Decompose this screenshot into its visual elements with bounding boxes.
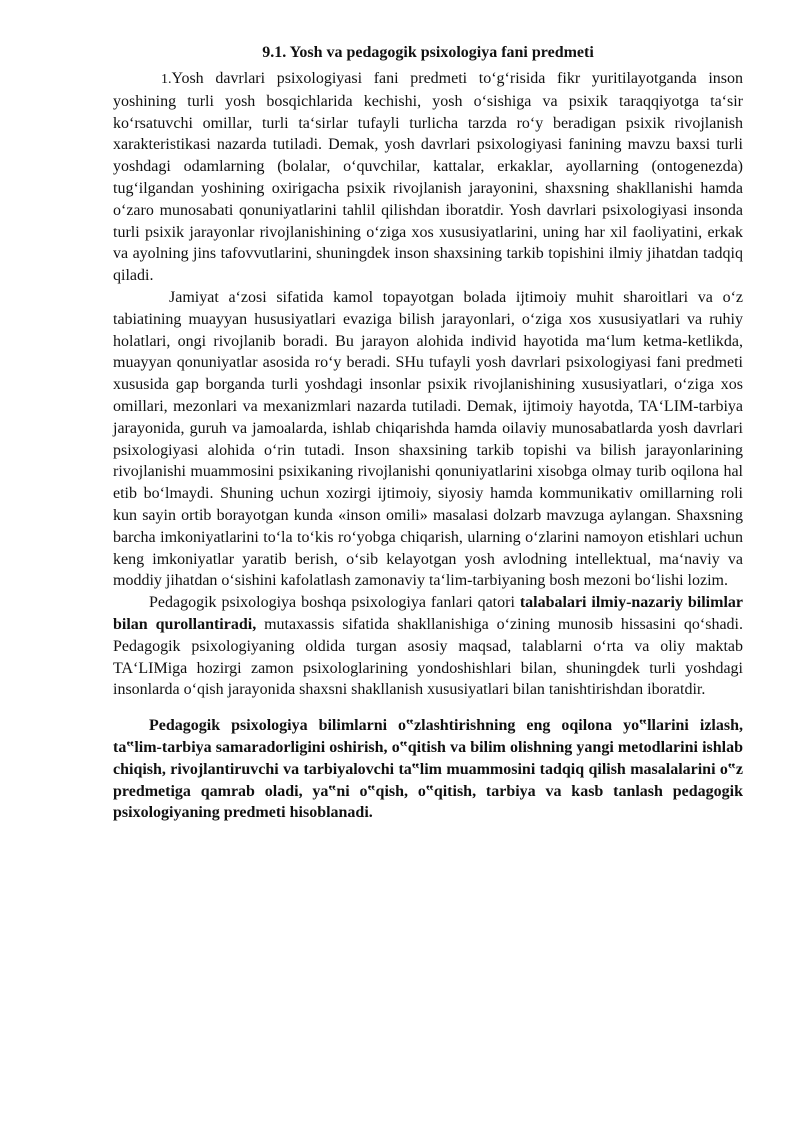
paragraph-1-text: Yosh davrlari psixologiyasi fani predmeti to‘g‘risida fikr yuritilayotganda inson yoshining turli yosh bosqichlarida kechishi, yosh o‘sishiga va psixik taraqqiyotga ta‘sir ko‘rsatuvchi omillar, turli ta‘sirlar tufayli turlicha tarzda ro‘y beradigan psixik rivojlanish xarakteristikasi nazarda tutiladi. Demak, yosh davrlari psixologiyasi fanining mavzu baxsi turli yoshdagi odamlarning (bolalar, o‘quvchilar, kattalar, erkaklar, ayollarning (ontogenezda) tug‘ilgandan yoshining oxirigacha psixik rivojlanish jarayonini, shaxsning shakllanishi hamda o‘zaro munosabati qonuniyatlarini tahlil qilishdan iboratdir. Yosh davrlari psixologiyasi insonda turli psixik jarayonlar rivojlanishining o‘ziga xos xususiyatlarini, uning har xil faoliyatini, erkak va ayolning jins tafovvutlarini, shuningdek inson shaxsining tarkib topishini ilmiy jihatdan tadqiq qiladi. — [113, 70, 743, 285]
section-title: 9.1. Yosh va pedagogik psixologiya fani predmeti — [262, 44, 594, 61]
paragraph-1 — [113, 68, 743, 287]
paragraph-3-text-end: mutaxassis sifatida shakllanishiga o‘zining munosib hissasini qo‘shadi. Pedagogik psixologiyaning oldida turgan asosiy maqsad, talablarni o‘rta va oliy maktab TA‘LIMiga hozirgi zamon psixologlarining yondoshishlari bilan, shuningdek turli yoshdagi insonlarda o‘qish jarayonida shaxsni shakllanish xususiyatlari bilan tanishtirishdan iboratdir. — [113, 615, 743, 699]
paragraph-2: Jamiyat a‘zosi sifatida kamol topayotgan bolada ijtimoiy muhit sharoitlari va o‘z tabiatining muayyan hususiyatlari evaziga bilish jarayonlari, o‘ziga xos xususiyatlari va ruhiy holatlari, ongi rivojlanib boradi. Bu jarayon alohida individ hayotida ma‘lum ketma-ketlikda, muayyan qonuniyatlar asosida ro‘y beradi. SHu tufayli yosh davrlari psixologiyasi fani predmeti xususida gap borganda turli yoshdagi insonlar psixik rivojlanishining xususiyatlari, o‘ziga xos omillari, mezonlari va mexanizmlari nazarda tutiladi. Demak, ijtimoiy hayotda, TA‘LIM-tarbiya jarayonida, guruh va jamoalarda, ishlab chiqarishda hamda oilaviy munosabatlarda yosh davrlari psixologiyasi alohida o‘rin tutadi. Inson shaxsining tarkib topishi va bilish jarayonlarining rivojlanishi muammosini psixikaning rivojlanishi qonuniyatlarini xisobga olmay turib oqilona hal etib bo‘lmaydi. Shuning uchun xozirgi ijtimoiy, siyosiy hamda kommunikativ omillarning roli kun sayin ortib borayotgan kunda «inson omili» masalasi dolzarb mavzuga aylangan. Shaxsning barcha imkoniyatlarini to‘la to‘kis ro‘yobga chiqarish, ularning o‘zlarini namoyon etishlari uchun keng imkoniyatlar yaratib berish, o‘sib kelayotgan yosh avlodning intellektual, ma‘naviy va moddiy jihatdan o‘sishini kafolatlash zamonaviy ta‘lim-tarbiyaning bosh mezoni bo‘lishi lozim. — [113, 288, 743, 590]
document-page — [113, 42, 743, 824]
paragraph-number: 1. — [161, 72, 172, 87]
paragraph-3-text-start: Pedagogik psixologiya boshqa psixologiya fanlari qatori — [149, 594, 520, 612]
paragraph-4-bold: Pedagogik psixologiya bilimlarni o‟zlashtirishning eng oqilona yo‟llarini izlash, ta‟lim-tarbiya samaradorligini oshirish, o‟qitish va bilim olishning yangi metodlarini ishlab chiqish, rivojlantiruvchi va tarbiyalovchi ta‟lim muammosini tadqiq qilish masalalarini o‟z predmetiga qamrab oladi, ya‟ni o‟qish, o‟qitish, tarbiya va kasb tanlash pedagogik psixologiyaning predmeti hisoblanadi. — [113, 717, 743, 822]
paragraph-3 — [113, 592, 743, 701]
paragraph-3-bold-phrase: talabalari ilmiy-nazariy bilimlar bilan qurollantiradi, — [113, 594, 743, 633]
